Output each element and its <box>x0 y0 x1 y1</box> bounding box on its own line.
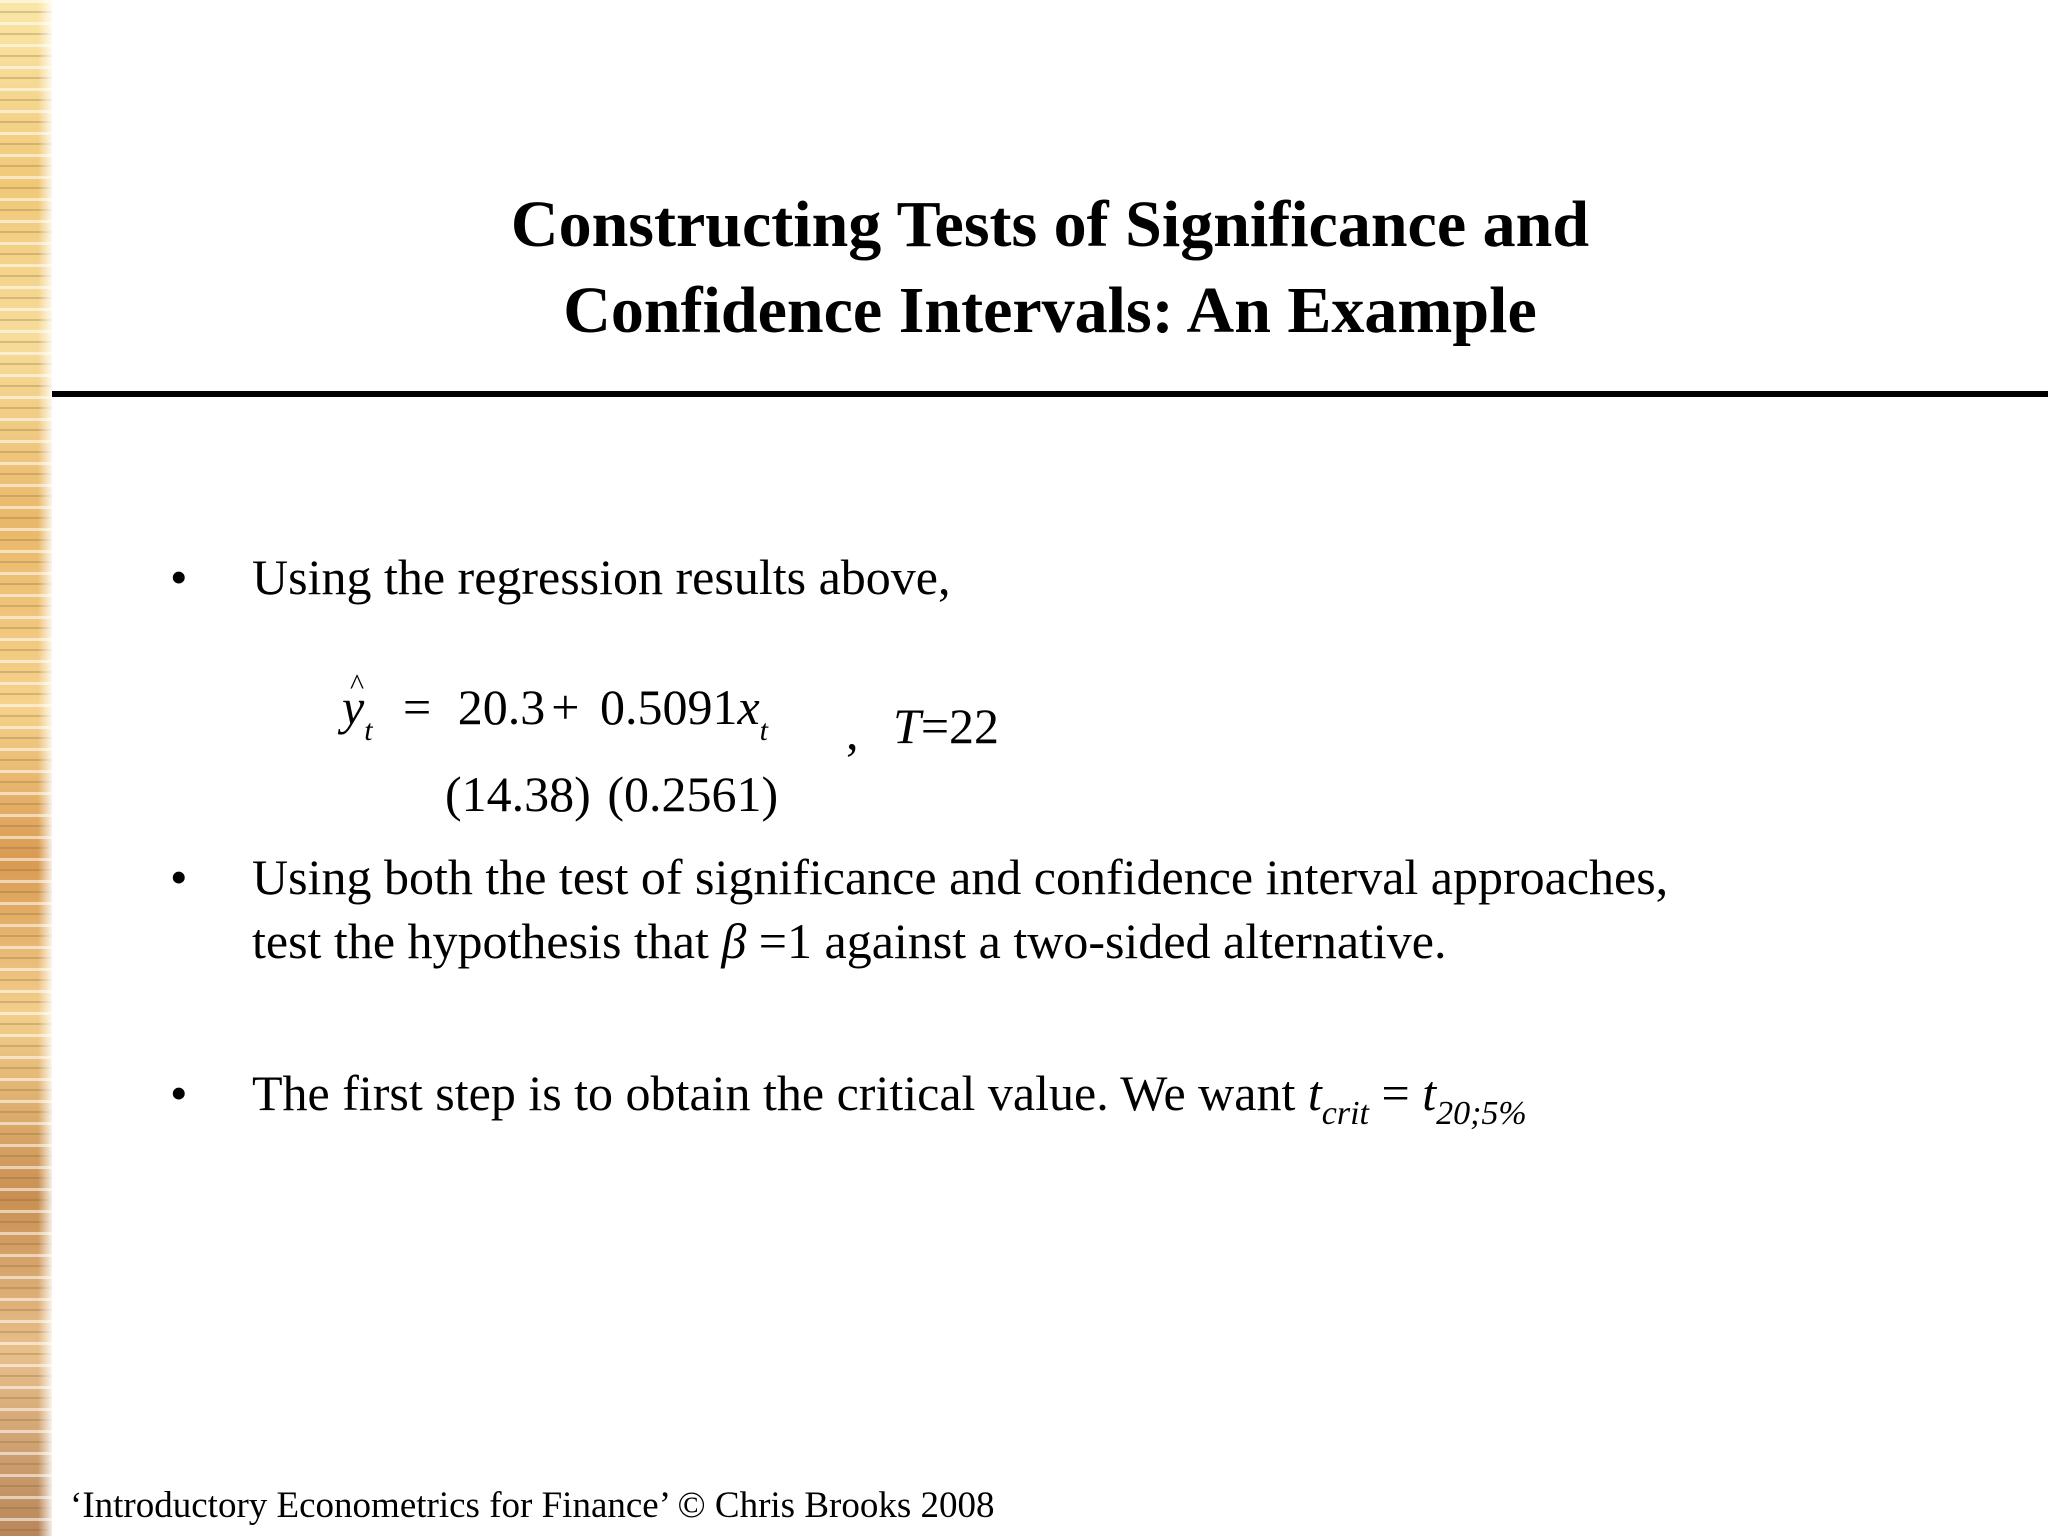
x-symbol: x <box>737 679 760 735</box>
se-slope: (0.2561) <box>607 766 779 822</box>
beta-symbol: β <box>721 913 747 969</box>
slide-title-line-2: Confidence Intervals: An Example <box>563 274 1537 347</box>
bullet-marker-2: • <box>170 849 188 905</box>
y-subscript: t <box>364 714 373 747</box>
slide-footer: ‘Introductory Econometrics for Finance’ © Chris Brooks 2008 <box>70 1485 995 1526</box>
sample-size-symbol: T <box>893 698 921 754</box>
bullet-text-2-line-1: Using both the test of significance and confidence interval approaches, <box>252 849 1669 905</box>
t-df-symbol: t <box>1422 1065 1437 1121</box>
slide-title <box>52 182 2048 354</box>
equation-intercept: 20.3 <box>457 679 546 735</box>
t-crit-symbol: t <box>1307 1065 1322 1121</box>
bullet-text-3 <box>252 1062 1952 1131</box>
bullet-text-2 <box>252 846 1952 972</box>
title-divider <box>52 391 2048 397</box>
t-df-subscript: 20;5% <box>1436 1095 1527 1132</box>
equation-plus: + <box>551 679 580 735</box>
equation-comma: , <box>846 704 859 760</box>
bullet-text-3-before: The first step is to obtain the critical value. We want <box>252 1065 1308 1121</box>
standard-errors <box>445 764 778 824</box>
sample-size-value: =22 <box>920 698 1000 754</box>
regression-equation <box>342 677 768 745</box>
bullet-text-2-after: =1 against a two-sided alternative. <box>746 913 1447 969</box>
slide-title-line-1: Constructing Tests of Significance and <box>510 188 1590 261</box>
y-hat-symbol: ^ y <box>342 677 364 737</box>
bullet-text-2-line-2 <box>252 910 1952 972</box>
bullet-marker-3: • <box>170 1065 188 1121</box>
se-intercept: (14.38) <box>445 766 591 822</box>
t-crit-subscript: crit <box>1321 1095 1369 1132</box>
equation-slope: 0.5091 <box>599 679 738 735</box>
decorative-side-strip <box>0 0 52 1536</box>
bullet-text-3-equals: = <box>1368 1065 1423 1121</box>
bullet-text-2-before: test the hypothesis that <box>252 913 722 969</box>
equation-equals: = <box>403 679 432 735</box>
bullet-marker-1: • <box>170 549 188 605</box>
sample-size <box>893 696 999 756</box>
x-subscript: t <box>759 714 768 747</box>
bullet-text-1: Using the regression results above, <box>252 549 951 605</box>
